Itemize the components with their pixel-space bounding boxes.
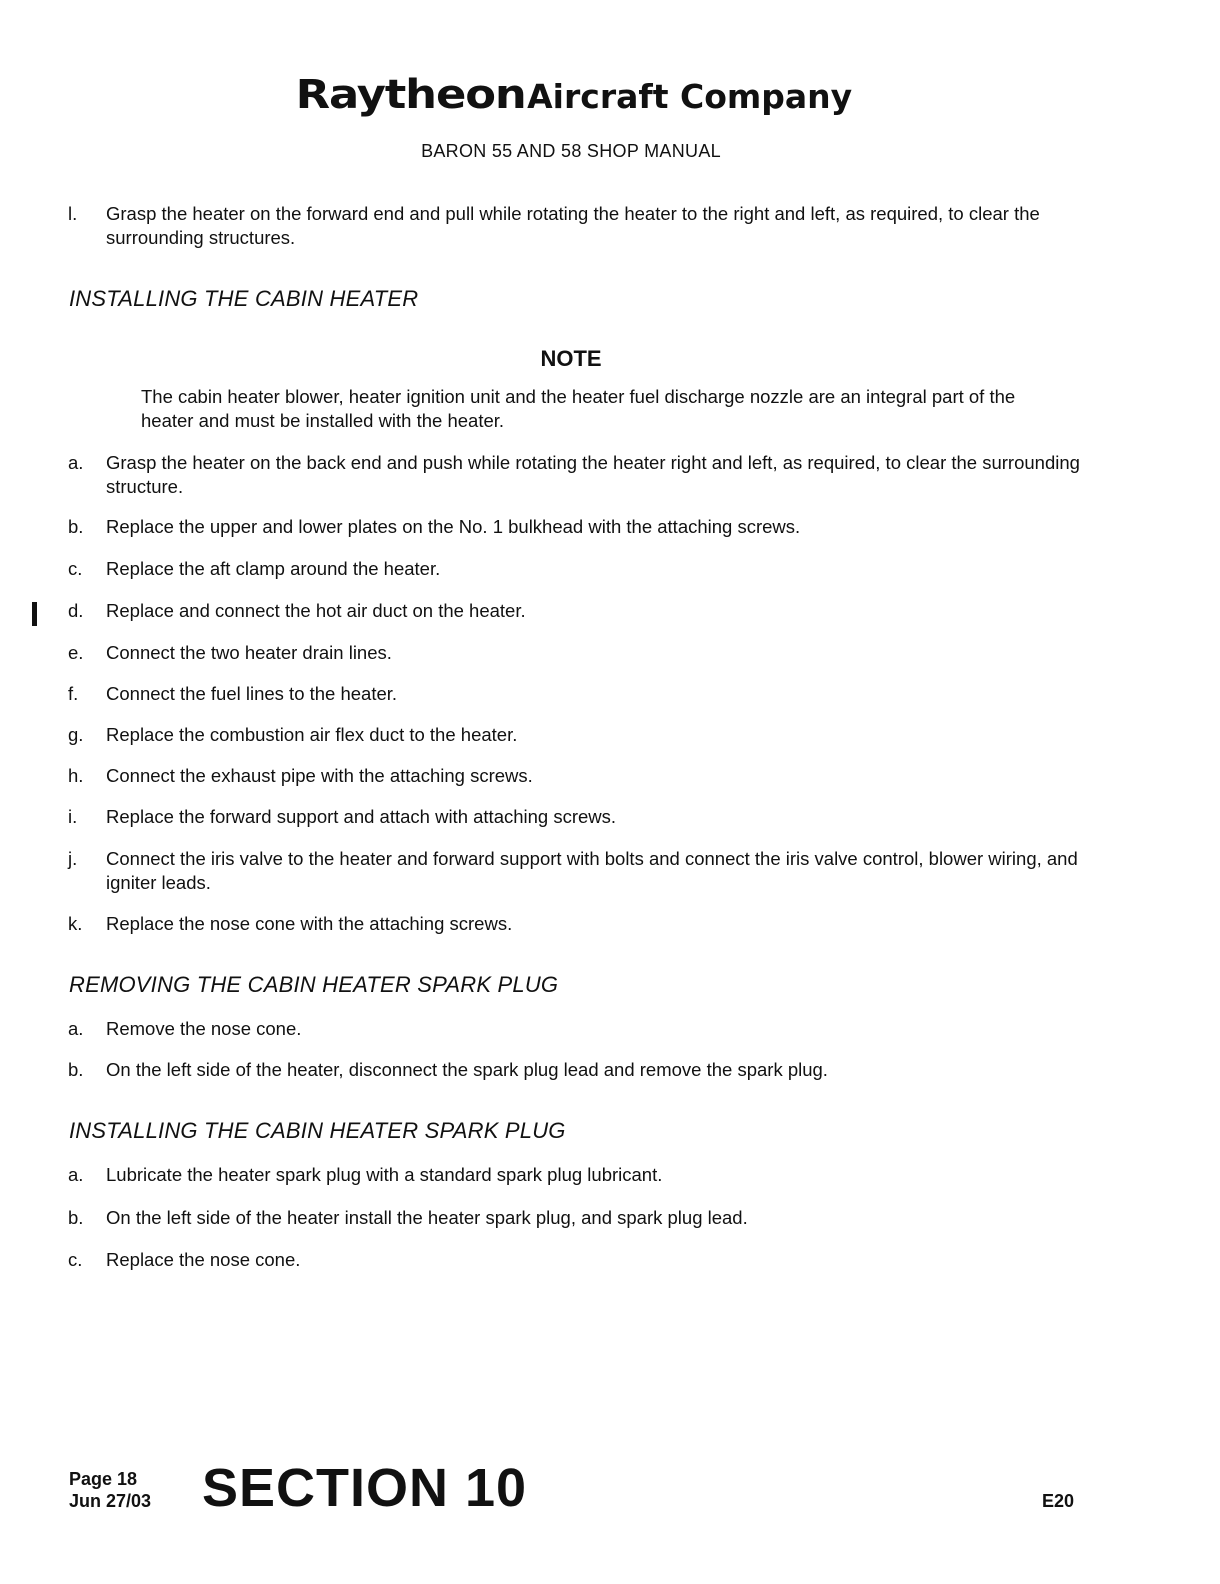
footer-page-info xyxy=(69,1468,151,1512)
step-label: c. xyxy=(68,1249,83,1270)
step-label: a. xyxy=(68,1164,84,1185)
step-text: Replace and connect the hot air duct on the heater. xyxy=(106,600,526,621)
install-step-c xyxy=(68,557,1088,581)
step-text: Remove the nose cone. xyxy=(106,1018,302,1039)
step-text: Connect the fuel lines to the heater. xyxy=(106,683,398,704)
revision-date: Jun 27/03 xyxy=(69,1491,152,1511)
install-step-j xyxy=(68,847,1088,895)
install-step-h xyxy=(68,764,1088,788)
install-step-i xyxy=(68,805,1088,829)
note-title: NOTE xyxy=(540,346,602,371)
step-label: f. xyxy=(68,683,79,704)
step-text: Replace the forward support and attach with attaching screws. xyxy=(106,806,617,827)
step-text: Replace the aft clamp around the heater. xyxy=(106,558,441,579)
install-step-k xyxy=(68,912,1088,936)
intro-step xyxy=(68,202,1088,250)
page-number: Page 18 xyxy=(69,1469,138,1489)
step-text: On the left side of the heater install the heater spark plug, and spark plug lead. xyxy=(106,1207,748,1228)
install-step-b xyxy=(68,515,1088,539)
step-text: Connect the iris valve to the heater and forward support with bolts and connect the iris valve control, blower wiring, and igniter leads. xyxy=(106,848,1078,893)
heading-installing-spark-plug: INSTALLING THE CABIN HEATER SPARK PLUG xyxy=(69,1118,566,1143)
effectivity-code: E20 xyxy=(1042,1491,1075,1511)
heading-installing-cabin-heater: INSTALLING THE CABIN HEATER xyxy=(69,286,419,311)
note-text: The cabin heater blower, heater ignition unit and the heater fuel discharge nozzle are an integral part of the heater and must be installed with the heater. xyxy=(141,386,1016,431)
step-label: c. xyxy=(68,558,83,579)
step-label: a. xyxy=(68,452,84,473)
step-text: Replace the nose cone. xyxy=(106,1249,301,1270)
step-label: i. xyxy=(68,806,78,827)
install-step-d xyxy=(68,599,1088,623)
revision-change-bar xyxy=(32,602,37,626)
step-label: b. xyxy=(68,1059,84,1080)
step-label: l. xyxy=(68,203,78,224)
step-label: h. xyxy=(68,765,84,786)
company-logo xyxy=(0,72,1160,118)
step-text: Connect the exhaust pipe with the attaching screws. xyxy=(106,765,533,786)
install-step-f xyxy=(68,682,1088,706)
step-text: Replace the nose cone with the attaching screws. xyxy=(106,913,513,934)
step-text: Replace the combustion air flex duct to the heater. xyxy=(106,724,518,745)
step-label: b. xyxy=(68,1207,84,1228)
logo-brand: Raytheon xyxy=(295,72,526,118)
step-text: Connect the two heater drain lines. xyxy=(106,642,392,663)
step-text: Grasp the heater on the back end and push while rotating the heater right and left, as required, to clear the surrounding structure. xyxy=(106,452,1080,497)
heading-removing-spark-plug: REMOVING THE CABIN HEATER SPARK PLUG xyxy=(69,972,559,997)
step-text: Lubricate the heater spark plug with a standard spark plug lubricant. xyxy=(106,1164,663,1185)
spark-install-step-c xyxy=(68,1248,1088,1272)
remove-step-b xyxy=(68,1058,1088,1082)
step-label: d. xyxy=(68,600,84,621)
section-title: SECTION 10 xyxy=(202,1458,528,1518)
manual-title: BARON 55 AND 58 SHOP MANUAL xyxy=(421,141,721,161)
install-step-g xyxy=(68,723,1088,747)
logo-company-name: Aircraft Company xyxy=(527,77,853,116)
step-label: g. xyxy=(68,724,84,745)
spark-install-step-b xyxy=(68,1206,1088,1230)
step-label: b. xyxy=(68,516,84,537)
step-label: j. xyxy=(68,848,78,869)
install-step-a xyxy=(68,451,1088,499)
spark-install-step-a xyxy=(68,1163,1088,1187)
install-step-e xyxy=(68,641,1088,665)
remove-step-a xyxy=(68,1017,1088,1041)
step-label: k. xyxy=(68,913,83,934)
step-label: e. xyxy=(68,642,84,663)
step-text: Grasp the heater on the forward end and pull while rotating the heater to the right and left, as required, to clear the surrounding structures. xyxy=(106,203,1040,248)
step-text: Replace the upper and lower plates on the No. 1 bulkhead with the attaching screws. xyxy=(106,516,801,537)
step-text: On the left side of the heater, disconnect the spark plug lead and remove the spark plug. xyxy=(106,1059,828,1080)
step-label: a. xyxy=(68,1018,84,1039)
